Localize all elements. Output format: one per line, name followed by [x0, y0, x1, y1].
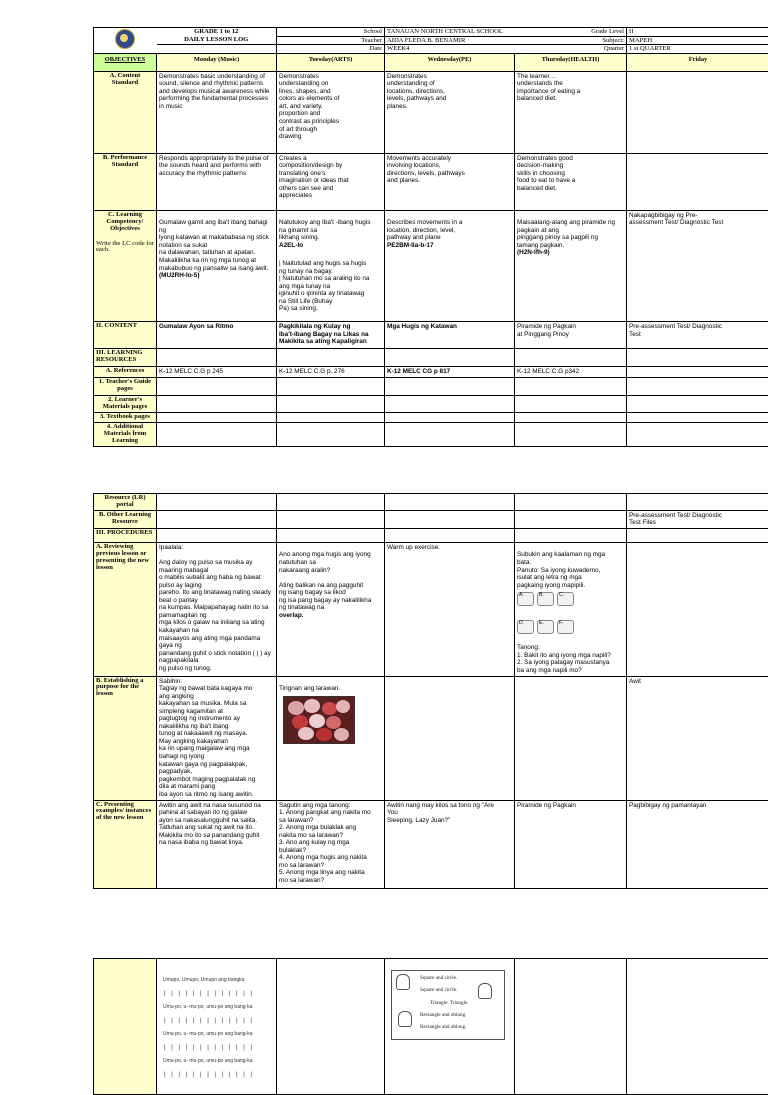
presenting-thu: Piramide ng Pagkain — [515, 800, 627, 888]
worksheet-line-2: Umu-po, u- mu-po, umu-po ang bang-ka — [163, 1004, 275, 1010]
learning-resources-row — [94, 349, 768, 367]
performance-standard-mon: Responds appropriately to the pulse of the sounds heard and performs with accuracy the rhythmic patterns — [157, 153, 277, 210]
lesson-log-table-1 — [93, 27, 768, 447]
food-choice-c: C. — [557, 592, 574, 606]
content-wed: Mga Hugis ng Katawan — [385, 322, 515, 349]
competency-thu-code: (H2N-Ifh-9) — [517, 249, 624, 257]
worksheet-line-1: Umupo, Umupo, Umupo ang bangka — [163, 977, 275, 983]
references-row — [94, 367, 768, 378]
competency-tue — [277, 210, 385, 322]
references-thu: K-12 MELC C.G p342 — [515, 367, 627, 378]
additional-materials-label: 4. Additional Materials from Learning — [94, 422, 157, 446]
worksheet-ticks-2: | | | | | | | | | | | | | — [163, 1018, 275, 1024]
header-row-school — [94, 28, 768, 37]
performance-standard-label: B. Performance Standard — [94, 153, 157, 210]
quarter-value: 1 st QUARTER — [627, 45, 768, 54]
establishing-label: B. Establishing a purpose for the lesson — [94, 676, 157, 800]
reviewing-thu — [515, 542, 627, 676]
competency-mon-code: (MU2RH-Io-5) — [159, 272, 274, 280]
other-resource-fri: Pre-assessment Test/ Diagnostic Test Files — [627, 510, 768, 528]
worksheet-ticks-3: | | | | | | | | | | | | | — [163, 1045, 275, 1051]
reviewing-wed: Warm up exercise. — [385, 542, 515, 676]
school-label: School — [277, 28, 385, 37]
content-standard-row — [94, 71, 768, 153]
content-standard-mon: Demonstrates basic understanding of sound, silence and rhythmic patterns and develops musical awareness while performing the fundamental processes in music — [157, 71, 277, 153]
additional-materials-row — [94, 422, 768, 446]
reviewing-fri — [627, 542, 768, 676]
establishing-wed — [385, 676, 515, 800]
roses-image — [283, 696, 355, 744]
establishing-tue — [277, 676, 385, 800]
header-row-teacher — [94, 36, 768, 45]
subject-label: Subject: — [515, 36, 627, 45]
reviewing-tue-text: Ano anong mga hugis ang iyong natutuhan sa nakaraang aralin? Ating balikan na ang pagguhit ng isang bagay sa likod ng isa pang bagay ay nakalilikha ng tinatawag na — [279, 551, 371, 611]
performance-standard-row — [94, 153, 768, 210]
content-tue: Pagkikilala ng Kulay ng Iba't-ibang Bagay na Likas na Makikita sa ating Kapaligiran — [277, 322, 385, 349]
shape-lyric-4: Rectangle and oblong. — [420, 1012, 467, 1018]
textbook-label: 3. Textbook pages — [94, 412, 157, 422]
content-standard-fri — [627, 71, 768, 153]
content-standard-thu: The learner… understands the importance of eating a balanced diet. — [515, 71, 627, 153]
content-mon: Gumalaw Ayon sa Ritmo — [157, 322, 277, 349]
establishing-mon: Sabihin: Taglay ng bawat bata kagaya mo ang angking kakayahan sa musika. Mula sa simpleng kagamitan at pagtugtog ng instrumento ay nakalilikha ng iba't ibang tunog at nakaaawit ng masaya. May angking kakayahan ka rin upang maigalaw ang mga bahagi ng iyong katawan gaya ng pagpalakpak, pagpadyak, pagkembot maging pagpalatak ng dila at marami pang iba ayon sa ritmo ng isang awitin. — [157, 676, 277, 800]
other-resource-label: B. Other Learning Resource — [94, 510, 157, 528]
lr-portal-row — [94, 494, 768, 511]
reviewing-thu-text: Subukin ang kaalaman ng mga bata. Panuto: Sa iyong kuwaderno, isulat ang letra ng mga pagkaing iyong mapipili. — [517, 551, 605, 588]
worksheet-ticks-1: | | | | | | | | | | | | | — [163, 991, 275, 997]
continued-thu — [515, 959, 627, 1095]
competency-fri: Nakapagbibigay ng Pre- assessment Test/ Diagnostic Test — [627, 210, 768, 322]
content-row — [94, 322, 768, 349]
food-choice-e: E. — [537, 620, 554, 634]
teachers-guide-row — [94, 377, 768, 395]
food-choices — [517, 592, 624, 606]
shapes-song-cell — [385, 959, 515, 1095]
monday-header: Monday (Music) — [157, 53, 277, 71]
references-tue: K-12 MELC C.G p. 276 — [277, 367, 385, 378]
performance-standard-tue: Creates a composition/design by translating one's imagination or ideas that others can see and appreciates — [277, 153, 385, 210]
references-wed: K-12 MELC CG p 817 — [385, 367, 515, 378]
worksheet-line-4: Umu-po, u- mu-po, umu-po ang bang-ka — [163, 1058, 275, 1064]
competency-tue-code: A2EL-Io — [279, 242, 382, 250]
log-title: DAILY LESSON LOG — [157, 36, 277, 45]
content-standard-tue: Demonstrates understanding on lines, shapes, and colors as elements of art, and variety, proportion and contrast as principles of art through drawing — [277, 71, 385, 153]
content-standard-wed: Demonstrates understanding of locations, directions, levels, pathways and planes. — [385, 71, 515, 153]
lesson-log-page-3 — [93, 958, 768, 1095]
presenting-fri: Pagbibigay ng pamantayan — [627, 800, 768, 888]
establishing-row — [94, 676, 768, 800]
day-header-row — [94, 53, 768, 71]
tuesday-header: Tuesday(ARTS) — [277, 53, 385, 71]
textbook-row — [94, 412, 768, 422]
child-figure-icon — [398, 1011, 412, 1027]
presenting-wed: Awitin nang may kilos sa tono ng "Are You Sleeping, Lazy Juan?" — [385, 800, 515, 888]
presenting-mon: Awitin ang awit na nasa susunod na pahina at sabayan ito ng galaw ayon sa nakasalungguhit na salita. Tatluhan ang sukat ng awit na ito. Makikita mo ito sa panandang guhit na nasa ibaba ng bawat linya. — [157, 800, 277, 888]
continued-label — [94, 959, 157, 1095]
worksheet-line-3: Umu-po, u- mu-po, umu-po ang bang-ka — [163, 1031, 275, 1037]
lr-portal-label: Resource (LR) portal — [94, 494, 157, 511]
grade-level-value: II — [627, 28, 768, 37]
reviewing-row — [94, 542, 768, 676]
competency-label-cell — [94, 210, 157, 322]
teacher-label: Teacher — [277, 36, 385, 45]
presenting-label: C. Presenting examples/ instances of the new lesson — [94, 800, 157, 888]
content-fri: Pre-assessment Test/ Diagnostic Test — [627, 322, 768, 349]
food-choice-d: D. — [517, 620, 534, 634]
song-worksheet-cell — [157, 959, 277, 1095]
content-label: II. CONTENT — [94, 322, 157, 349]
competency-wed — [385, 210, 515, 322]
reviewing-thu-questions: Tanong: 1. Bakit ito ang iyong mga napili? 2. Sa iyong palagay masustanya ba ang mga napili mo? — [517, 644, 611, 674]
competency-wed-text: Describes movements in a location, direction, level, pathway and plane — [387, 219, 462, 241]
competency-thu-text: Maisaalang-alang ang piramide ng pagkain at ang pinggang pinoy sa pagpili ng tamang pagkain. — [517, 219, 615, 249]
thursday-header: Thursday(HEALTH) — [515, 53, 627, 71]
learners-materials-label: 2. Learner's Materials pages — [94, 395, 157, 412]
other-resource-row — [94, 510, 768, 528]
teachers-guide-label: 1. Teacher's Guide pages — [94, 377, 157, 395]
food-choices-2 — [517, 620, 624, 634]
worksheet-ticks-4: | | | | | | | | | | | | | — [163, 1072, 275, 1078]
presenting-tue: Sagutin ang mga tanong: 1. Anong pangkat ang nakita mo sa larawan? 2. Anong mga bulaklak ang nakita mo sa larawan? 3. Ano ang kulay ng mga bulaklak? 4. Anong mga hugis ang nakita mo sa larawan? 5. Anong mga linya ang nakita mo sa larawan? — [277, 800, 385, 888]
lesson-log-table-3 — [93, 958, 768, 1095]
establishing-fri: Awit — [627, 676, 768, 800]
competency-tue-text-2: | Naitutulad ang hugis sa hugis ng tunay na bagay. | Natutuhan mo sa araling ito na ang mga tunay na iginuhit o ipininta ay tinatawag na Still Life (Buhay Pa) sa sining. — [279, 260, 382, 313]
reviewing-tue-bold: overlap. — [279, 612, 382, 620]
reviewing-tue — [277, 542, 385, 676]
shape-lyric-5: Rectangle and oblong. — [420, 1024, 467, 1030]
shape-lyric-1: Square and circle. — [420, 975, 457, 981]
establishing-tue-text: Tingnan ang larawan. — [279, 685, 340, 692]
competency-mon — [157, 210, 277, 322]
continued-fri — [627, 959, 768, 1095]
quarter-label: Quarter — [515, 45, 627, 54]
log-title-spacer — [157, 45, 277, 54]
performance-standard-wed: Movements accurately involving locations, directions, levels, pathways and planes. — [385, 153, 515, 210]
reviewing-label: A. Reviewing previous lesson or presenting the new lesson — [94, 542, 157, 676]
procedures-row — [94, 528, 768, 542]
child-figure-icon — [478, 983, 492, 999]
friday-header: Friday — [627, 53, 768, 71]
learners-materials-row — [94, 395, 768, 412]
teacher-value: AIDA FLEDA B. BENAMIR — [385, 36, 515, 45]
competency-row — [94, 210, 768, 322]
reviewing-mon: Ipaalala: Ang daloy ng pulso sa musika ay maaring mabagal o mabilis subalit ang haba ng bawat pulso ay laging pareho. Ito ang tinatawag nating steady beat o pantay na kumpas. Maipapahayag natin ito sa pamamagitan ng mga kilos o galaw na iniliang sa ating kakayahan na maisaayos ang ating mga pandama gaya ng panandang guhit o stick notation ( | ) ay nagpapakilala ng pulso ng tunog. — [157, 542, 277, 676]
shape-lyric-2: Square and circle. — [420, 987, 457, 993]
header-row-date — [94, 45, 768, 54]
competency-thu — [515, 210, 627, 322]
date-label: Date — [277, 45, 385, 54]
continued-tue — [277, 959, 385, 1095]
establishing-thu — [515, 676, 627, 800]
objectives-header: OBJECTIVES — [94, 53, 157, 71]
performance-standard-fri — [627, 153, 768, 210]
child-figure-icon — [396, 974, 410, 990]
competency-wed-code: PE2BM-IIa-b-17 — [387, 242, 512, 250]
song-worksheet-image — [163, 970, 275, 1086]
continued-row — [94, 959, 768, 1095]
competency-label: C. Learning Competency/ Objectives — [107, 211, 144, 232]
references-fri — [627, 367, 768, 378]
learning-resources-label: III. LEARNING RESOURCES — [94, 349, 157, 367]
log-title-cell — [157, 28, 277, 37]
grade-range: GRADE 1 to 12 — [194, 28, 238, 35]
school-value: TANAUAN NORTH CENTRAL SCHOOL — [385, 28, 515, 37]
food-choice-a: A. — [517, 592, 534, 606]
competency-tue-text: Natutukoy ang Iba't -ibang hugis na ginamit sa likhang sining. — [279, 219, 370, 241]
content-thu: Piramide ng Pagkain at Pinggang Pinoy — [515, 322, 627, 349]
competency-note: Write the LC code for each. — [96, 241, 154, 255]
shapes-song-image — [391, 970, 505, 1040]
competency-mon-text: Gumalaw gamit ang iba't ibang bahagi ng lyong katawan at makababasa ng stick notation sa sukat na dalawahan, tatluhan at apatan. Makalilikha ka rin ng mga tunog at makabubuo ng pansaliw sa isang awit. — [159, 219, 269, 271]
grade-level-label: Grade Level — [515, 28, 627, 37]
deped-seal-icon — [115, 29, 135, 49]
lesson-log-page-2 — [93, 493, 768, 889]
shape-lyric-3: Triangle. Triangle. — [430, 1000, 469, 1006]
wednesday-header: Wednesday(PE) — [385, 53, 515, 71]
procedures-label: III. PROCEDURES — [94, 528, 157, 542]
food-choice-b: B. — [537, 592, 554, 606]
date-value: WEEK4 — [385, 45, 515, 54]
subject-value: MAPEH — [627, 36, 768, 45]
references-label: A. References — [94, 367, 157, 378]
references-mon: K-12 MELC C.G p 245 — [157, 367, 277, 378]
presenting-row — [94, 800, 768, 888]
lesson-log-table-2 — [93, 493, 768, 889]
lesson-log-page-1 — [93, 27, 768, 447]
performance-standard-thu: Demonstrates good decision-making skills in choosing food to eat to have a balanced diet. — [515, 153, 627, 210]
content-standard-label: A. Content Standard — [94, 71, 157, 153]
food-choice-f: F. — [557, 620, 574, 634]
deped-logo-cell — [94, 28, 157, 54]
